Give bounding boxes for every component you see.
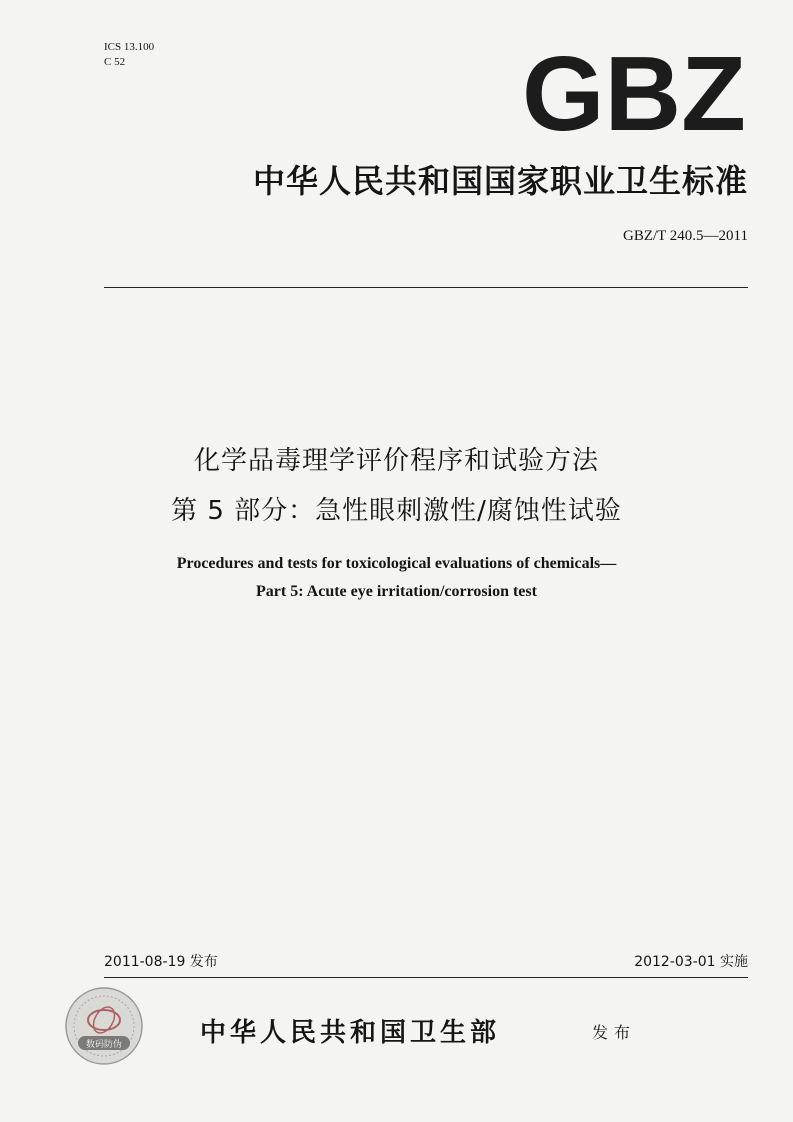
- title-zh-line1: 化学品毒理学评价程序和试验方法: [193, 446, 599, 476]
- issue-date: 2011-08-19 发布: [104, 954, 218, 970]
- header-divider: [104, 287, 748, 288]
- issuing-authority: 中华人民共和国卫生部: [200, 1018, 501, 1048]
- footer-divider: [104, 977, 748, 978]
- standard-number: GBZ/T 240.5—2011: [622, 228, 748, 244]
- implementation-date: 2012-03-01 实施: [634, 954, 748, 970]
- title-en-line1: Procedures and tests for toxicological evaluations of chemicals—: [176, 555, 617, 572]
- gbz-logo-text: GBZ: [522, 50, 746, 134]
- anti-counterfeit-seal-icon: [64, 986, 144, 1066]
- publish-label: 发布: [592, 1023, 637, 1042]
- title-en-line2: Part 5: Acute eye irritation/corrosion test: [256, 583, 537, 600]
- classification-block: [104, 40, 154, 70]
- standard-category-title: 中华人民共和国国家职业卫生标准: [252, 162, 748, 200]
- ccs-code: C 52: [104, 56, 126, 68]
- seal-label: 数码防伪: [85, 1040, 123, 1050]
- gbz-logo: [520, 50, 748, 134]
- ics-code: ICS 13.100: [104, 41, 155, 53]
- title-zh-line2: 第 5 部分：急性眼刺激性/腐蚀性试验: [171, 496, 622, 526]
